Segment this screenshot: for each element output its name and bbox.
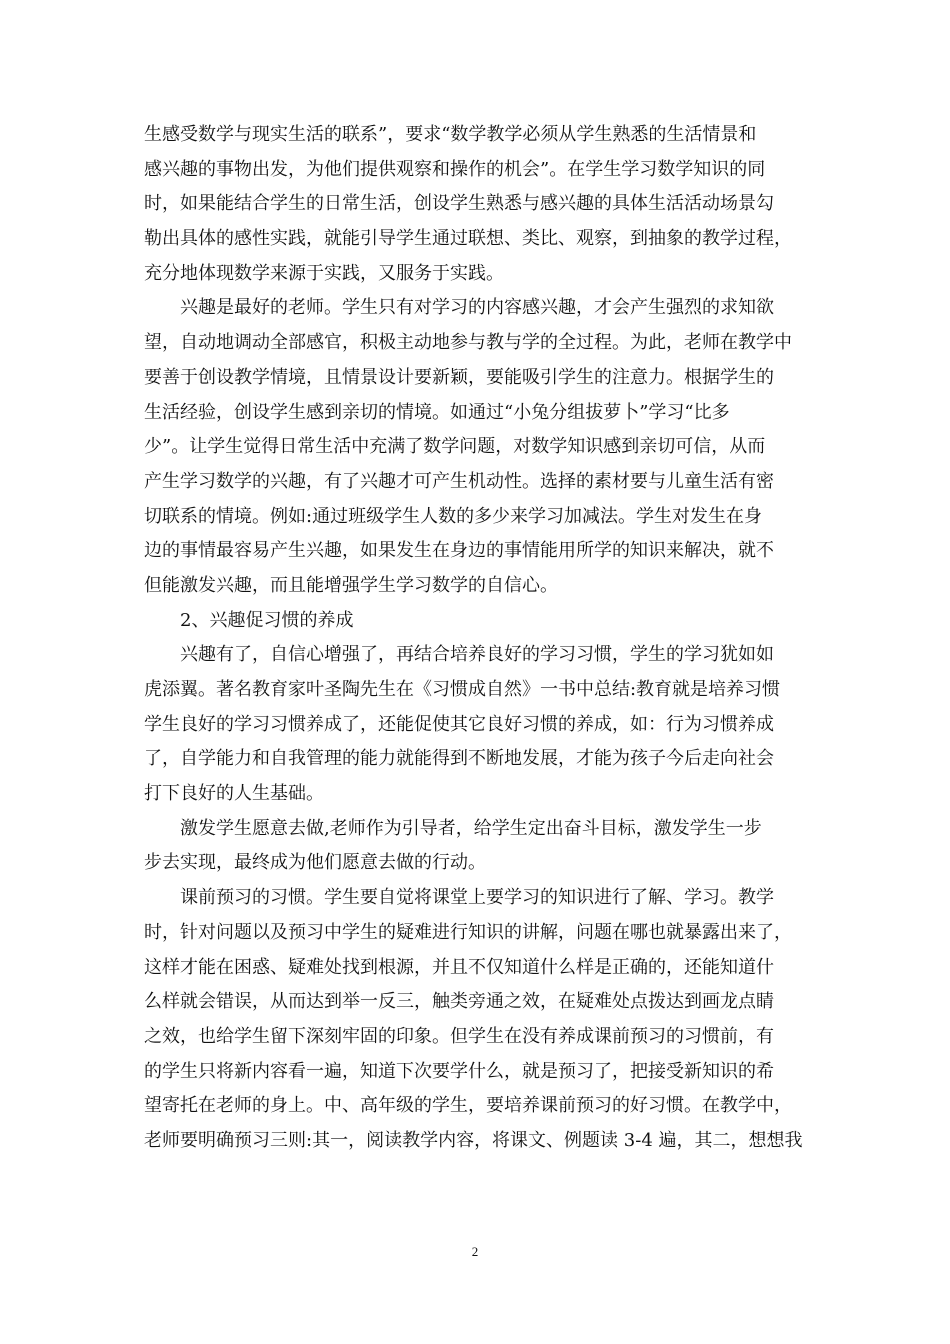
section-heading: 2、兴趣促习惯的养成 [180,609,354,631]
text-line: 但能激发兴趣，而且能增强学生学习数学的自信心。 [144,574,558,596]
text-line: 虎添翼。著名教育家叶圣陶先生在《习惯成自然》一书中总结:教育就是培养习惯 [144,679,781,700]
text-line: 时，如果能结合学生的日常生活，创设学生熟悉与感兴趣的具体生活活动场景勾 [144,193,774,215]
text-line: 望寄托在老师的身上。中、高年级的学生，要培养课前预习的好习惯。在教学中， [144,1095,792,1117]
page-number: 2 [471,1244,479,1259]
text-line: 这样才能在困惑、疑难处找到根源，并且不仅知道什么样是正确的，还能知道什 [144,956,774,978]
text-line: 之效，也给学生留下深刻牢固的印象。但学生在没有养成课前预习的习惯前，有 [144,1025,774,1047]
text-line: 生活经验，创设学生感到亲切的情境。如通过“小兔分组拔萝卜”学习“比多 [144,401,730,423]
body-text [144,118,808,1159]
paragraph-first-line: 激发学生愿意去做,老师作为引导者，给学生定出奋斗目标，激发学生一步 [180,817,762,839]
paragraph-first-line: 兴趣有了，自信心增强了，再结合培养良好的学习习惯，学生的学习犹如如 [180,644,774,666]
text-line: 产生学习数学的兴趣，有了兴趣才可产生机动性。选择的素材要与儿童生活有密 [144,470,774,492]
text-line: 学生良好的学习习惯养成了，还能促使其它良好习惯的养成，如：行为习惯养成 [144,713,774,735]
text-line: 时，针对问题以及预习中学生的疑难进行知识的讲解，问题在哪也就暴露出来了， [144,921,792,943]
text-line: 了，自学能力和自我管理的能力就能得到不断地发展，才能为孩子今后走向社会 [144,748,774,770]
text-line: 么样就会错误，从而达到举一反三，触类旁通之效，在疑难处点拨达到画龙点睛 [144,991,774,1013]
text-line: 老师要明确预习三则:其一，阅读教学内容，将课文、例题读 3-4 遍，其二，想想我 [144,1129,803,1151]
text-line: 充分地体现数学来源于实践，又服务于实践。 [144,262,504,284]
text-line: 望，自动地调动全部感官，积极主动地参与教与学的全过程。为此，老师在教学中 [144,332,792,354]
paragraph-first-line: 兴趣是最好的老师。学生只有对学习的内容感兴趣，才会产生强烈的求知欲 [180,297,774,319]
text-line: 少”。让学生觉得日常生活中充满了数学问题，对数学知识感到亲切可信，从而 [144,436,766,458]
text-line: 勒出具体的感性实践，就能引导学生通过联想、类比、观察，到抽象的教学过程， [144,228,792,250]
text-line: 切联系的情境。例如:通过班级学生人数的多少来学习加减法。学生对发生在身 [144,505,763,527]
text-line: 边的事情最容易产生兴趣，如果发生在身边的事情能用所学的知识来解决，就不 [144,540,774,562]
text-line: 步去实现，最终成为他们愿意去做的行动。 [144,852,486,874]
text-line: 的学生只将新内容看一遍，知道下次要学什么，就是预习了，把接受新知识的希 [144,1060,774,1082]
text-line: 要善于创设教学情境，且情景设计要新颖，要能吸引学生的注意力。根据学生的 [144,366,774,388]
text-line: 生感受数学与现实生活的联系”，要求“数学教学必须从学生熟悉的生活情景和 [144,124,757,145]
text-line: 打下良好的人生基础。 [144,783,324,805]
paragraph-first-line: 课前预习的习惯。学生要自觉将课堂上要学习的知识进行了解、学习。教学 [180,887,774,909]
text-line: 感兴趣的事物出发，为他们提供观察和操作的机会”。在学生学习数学知识的同 [144,158,766,180]
